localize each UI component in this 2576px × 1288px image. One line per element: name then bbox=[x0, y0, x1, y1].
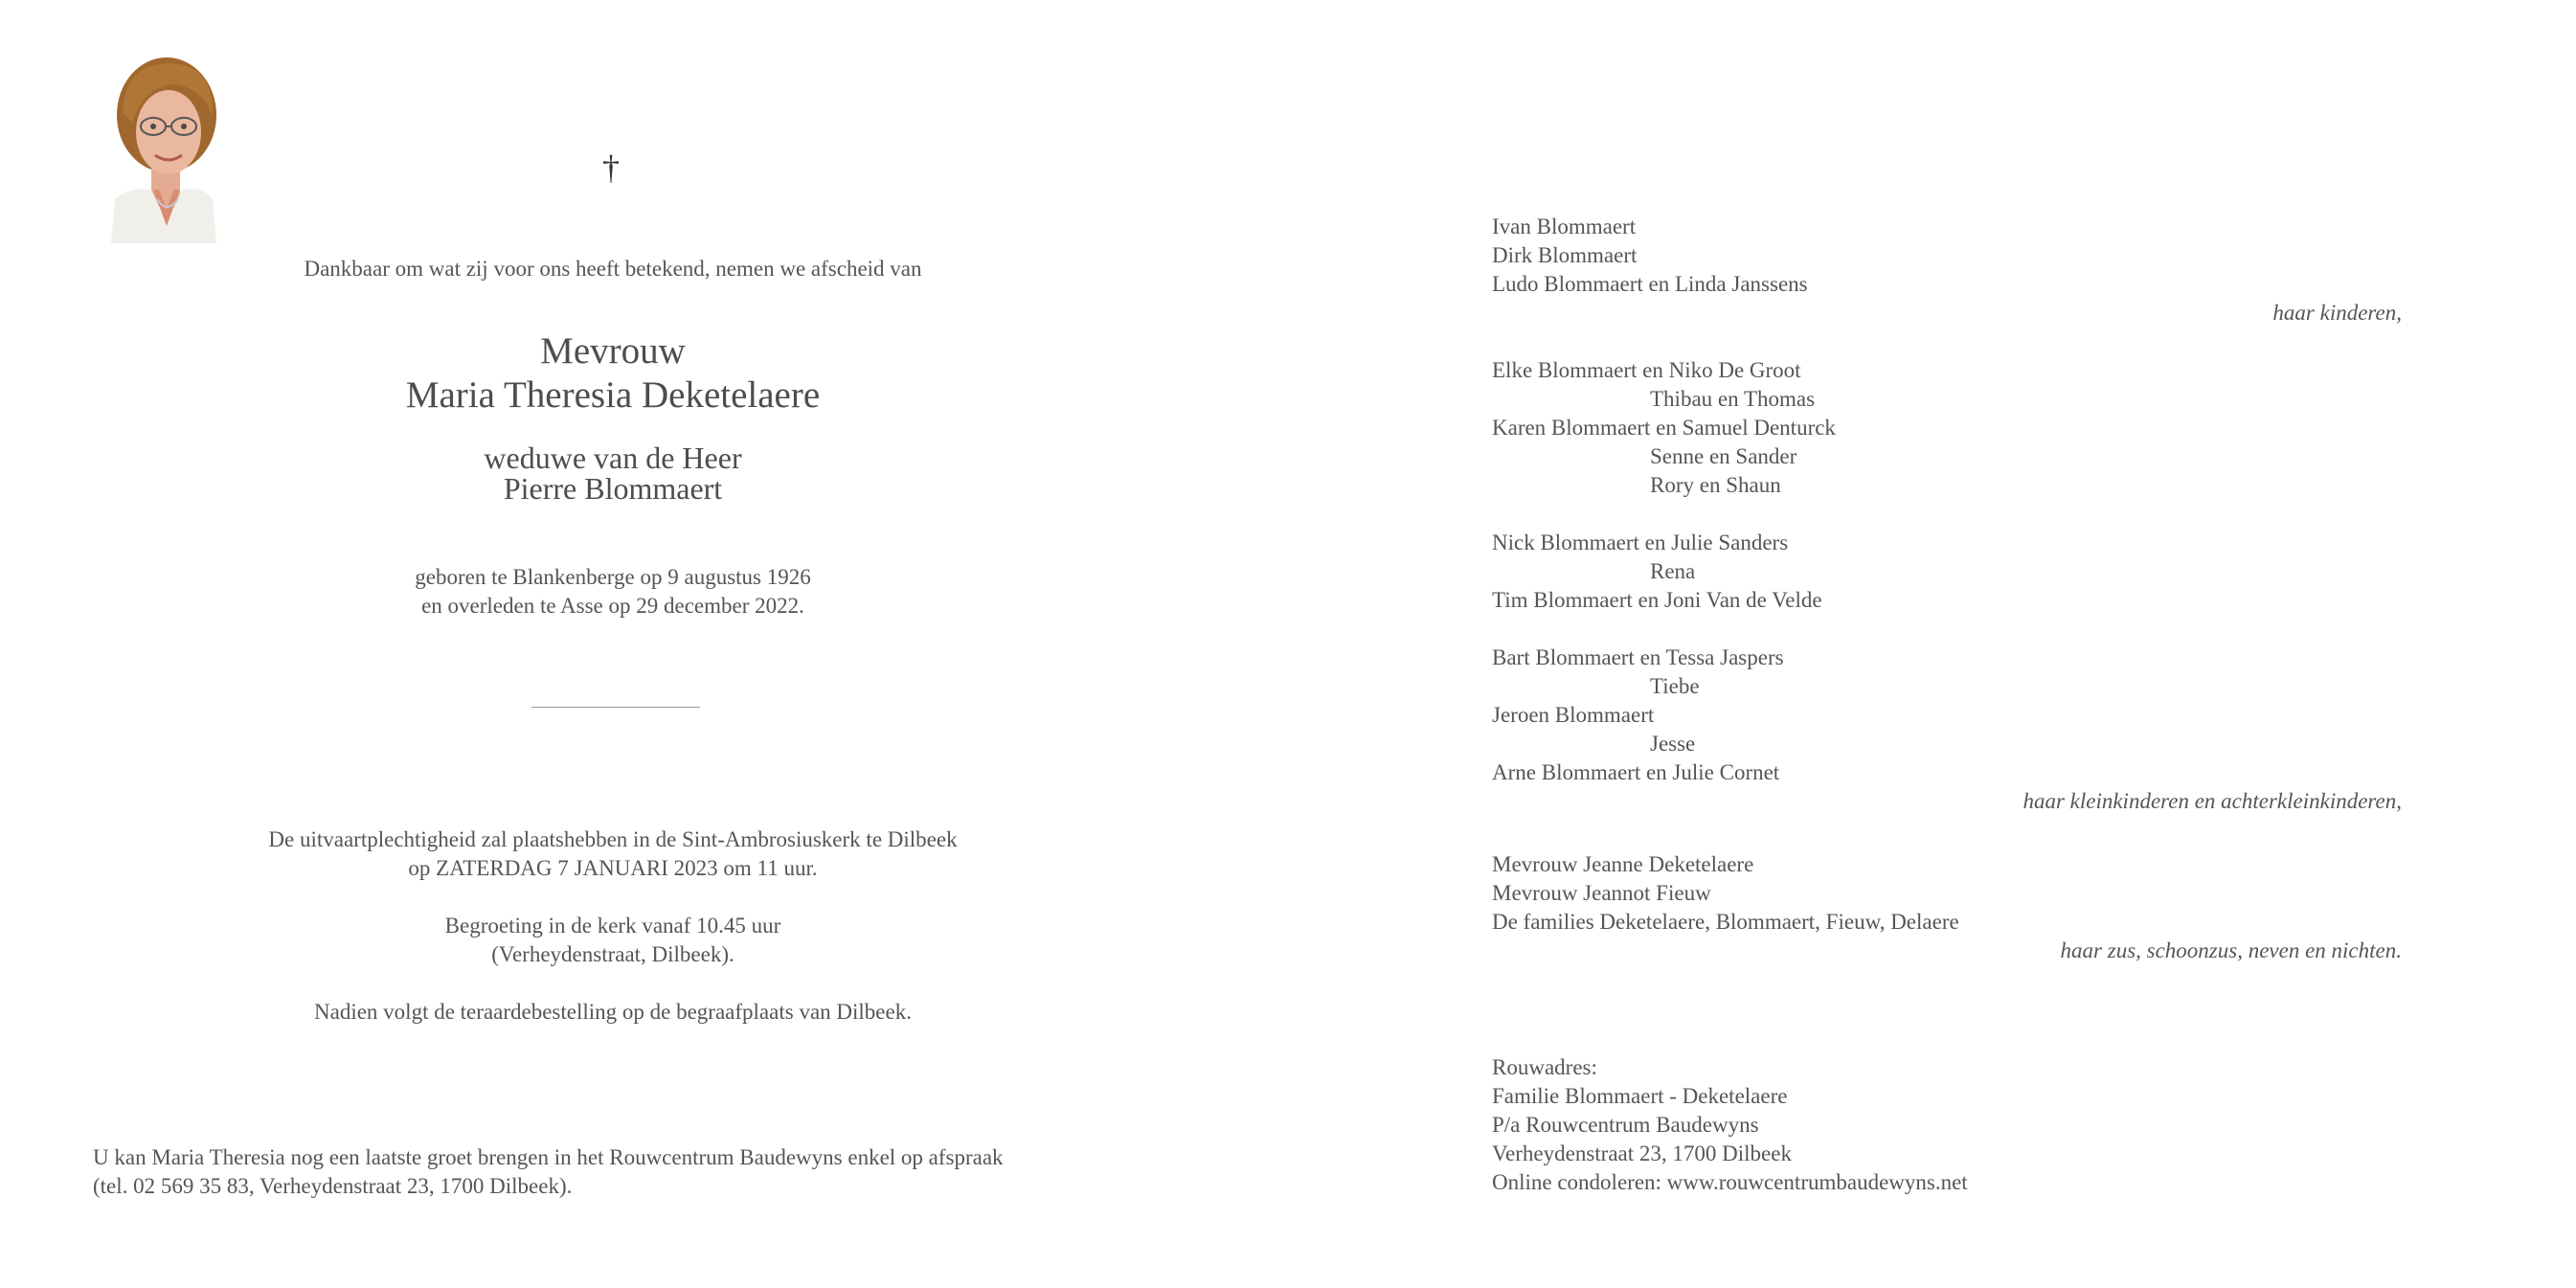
deceased-title: Mevrouw bbox=[540, 330, 686, 372]
list-item: Jeroen Blommaert bbox=[1492, 703, 1655, 727]
list-item: Dirk Blommaert bbox=[1492, 243, 1638, 267]
visit-line-2: (tel. 02 569 35 83, Verheydenstraat 23, 1700 Dilbeek). bbox=[93, 1174, 573, 1198]
list-item: Rory en Shaun bbox=[1650, 473, 1781, 497]
funeral-line-1: De uitvaartplechtigheid zal plaatshebben in de Sint-Ambrosiuskerk te Dilbeek bbox=[268, 827, 958, 851]
list-item: Nick Blommaert en Julie Sanders bbox=[1492, 531, 1789, 554]
children-block bbox=[1492, 213, 2402, 328]
list-item: Thibau en Thomas bbox=[1650, 387, 1816, 411]
list-item: De families Deketelaere, Blommaert, Fieuw, Delaere bbox=[1492, 910, 1959, 934]
visit-line-1: U kan Maria Theresia nog een laatste groet brengen in het Rouwcentrum Baudewyns enkel op afspraak bbox=[93, 1145, 1004, 1169]
list-item: Ivan Blommaert bbox=[1492, 215, 1637, 238]
list-item: Karen Blommaert en Samuel Denturck bbox=[1492, 416, 1836, 440]
widow-line: weduwe van de Heer bbox=[484, 441, 742, 475]
visit-notice bbox=[93, 1143, 1004, 1201]
grandchildren-block bbox=[1492, 356, 2402, 816]
greeting-line-1: Begroeting in de kerk vanaf 10.45 uur bbox=[444, 914, 781, 938]
list-item: Ludo Blommaert en Linda Janssens bbox=[1492, 272, 1808, 296]
death-line: en overleden te Asse op 29 december 2022. bbox=[421, 594, 804, 618]
condolence-link[interactable]: Online condoleren: www.rouwcentrumbaudewyns.net bbox=[1492, 1170, 1968, 1194]
children-label: haar kinderen, bbox=[2272, 301, 2402, 325]
list-item: Tim Blommaert en Joni Van de Velde bbox=[1492, 588, 1822, 612]
burial-line: Nadien volgt de teraardebestelling op de begraafplaats van Dilbeek. bbox=[314, 1000, 912, 1024]
intro-text: Dankbaar om wat zij voor ons heeft betekend, nemen we afscheid van bbox=[304, 257, 922, 281]
list-item: Mevrouw Jeanne Deketelaere bbox=[1492, 852, 1754, 876]
deceased-name: Maria Theresia Deketelaere bbox=[405, 374, 821, 416]
address-line: Familie Blommaert - Deketelaere bbox=[1492, 1084, 1788, 1108]
relatives-label: haar zus, schoonzus, neven en nichten. bbox=[2060, 938, 2402, 962]
list-item: Jesse bbox=[1650, 732, 1696, 756]
divider bbox=[531, 707, 700, 708]
list-item: Elke Blommaert en Niko De Groot bbox=[1492, 358, 1801, 382]
address-line: P/a Rouwcentrum Baudewyns bbox=[1492, 1113, 1759, 1137]
list-item: Bart Blommaert en Tessa Jaspers bbox=[1492, 645, 1784, 669]
address-line: Verheydenstraat 23, 1700 Dilbeek bbox=[1492, 1141, 1792, 1165]
list-item: Senne en Sander bbox=[1650, 444, 1797, 468]
funeral-line-2: op ZATERDAG 7 JANUARI 2023 om 11 uur. bbox=[408, 856, 818, 880]
portrait-photo bbox=[111, 56, 216, 243]
list-item: Arne Blommaert en Julie Cornet bbox=[1492, 760, 1780, 784]
list-item: Tiebe bbox=[1650, 674, 1700, 698]
grandchildren-label: haar kleinkinderen en achterkleinkinderen, bbox=[2022, 789, 2402, 813]
greeting-line-2: (Verheydenstraat, Dilbeek). bbox=[491, 942, 734, 966]
birth-line: geboren te Blankenberge op 9 augustus 1926 bbox=[415, 565, 811, 589]
address-heading: Rouwadres: bbox=[1492, 1055, 1597, 1079]
spouse-name: Pierre Blommaert bbox=[503, 471, 723, 506]
mourning-address bbox=[1492, 1053, 2402, 1197]
relatives-block bbox=[1492, 850, 2402, 965]
list-item: Rena bbox=[1650, 559, 1696, 583]
list-item: Mevrouw Jeannot Fieuw bbox=[1492, 881, 1711, 905]
